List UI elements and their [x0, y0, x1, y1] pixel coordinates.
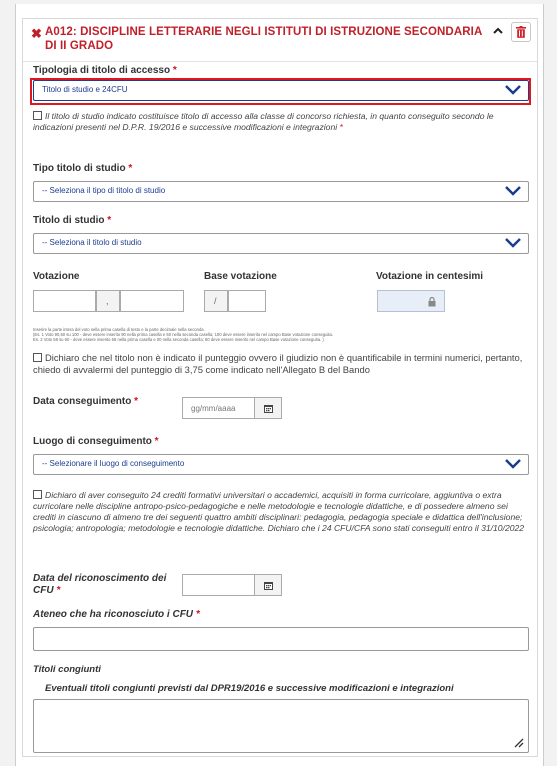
checkbox[interactable] [33, 111, 42, 120]
lock-icon [428, 297, 436, 307]
data-riconoscimento-input[interactable] [182, 574, 255, 596]
base-separator: / [204, 290, 228, 312]
titolo-studio-select[interactable] [33, 233, 529, 254]
form-panel [22, 18, 538, 757]
panel-title: A012: DISCIPLINE LETTERARIE NEGLI ISTITUTI DI ISTRUZIONE SECONDARIA DI II GRADO [45, 26, 482, 52]
titolo-studio-label: Titolo di studio * [33, 215, 112, 226]
titolo-studio-value: -- Seleziona il titolo di studio [42, 238, 142, 247]
cfu-checkbox-row[interactable] [33, 490, 529, 534]
votazione-label: Votazione [33, 271, 80, 282]
tipo-titolo-label: Tipo titolo di studio * [33, 163, 133, 174]
data-conseguimento-input[interactable] [182, 397, 255, 419]
luogo-label: Luogo di conseguimento * [33, 436, 159, 447]
data-riconoscimento-label: Data del riconoscimento dei CFU * [33, 573, 167, 596]
checkbox[interactable] [33, 353, 42, 362]
trash-icon [516, 26, 526, 38]
panel-header [23, 19, 537, 62]
base-votazione-label: Base votazione [204, 271, 277, 282]
calendar-icon [264, 581, 273, 590]
calendar-button[interactable] [254, 397, 282, 419]
titolo-checkbox-text: Il titolo di studio indicato costituisce titolo di accesso alla classe di concorso richiesta, in quanto conseguito secondo le indicazioni presenti nel D.P.R. 19/2016 e successive modificazioni e integrazioni [33, 111, 494, 132]
titoli-congiunti-sublabel: Eventuali titoli congiunti previsti dal DPR19/2016 e successive modificazioni e integrazioni [45, 683, 454, 694]
titoli-congiunti-textarea[interactable] [33, 699, 529, 753]
chevron-down-icon [505, 238, 521, 248]
voto-intero-input[interactable] [33, 290, 96, 312]
votazione-help-1: Inserire la parte intera del voto nella prima casella di testo e la parte decimale nella seconda. [33, 327, 205, 332]
centesimi-label: Votazione in centesimi [376, 271, 484, 282]
voto-decimale-input[interactable] [120, 290, 184, 312]
tipo-titolo-value: -- Seleziona il tipo di titolo di studio [42, 186, 166, 195]
calendar-button[interactable] [254, 574, 282, 596]
titoli-congiunti-label: Titoli congiunti [33, 664, 101, 675]
cfu-checkbox-text: Dichiaro di aver conseguito 24 crediti formativi universitari o accademici, acquisiti in forma curricolare, aggiuntiva o extra curricolare nelle discipline antropo-psico-pedagogiche e nelle metodologie e tecnologie didattiche, e di possedere almeno sei crediti in ciascuno di almeno tre dei seguenti quattro ambiti disciplinari: pedagogia, pedagogia speciale e didattica dell'inclusione; psicologia; antropologia; metodologie e tecnologie didattiche. Dichiaro che i 24 CFU/CFA sono stati conseguiti entro il 31/10/2022 [33, 490, 525, 533]
base-votazione-input[interactable] [228, 290, 266, 312]
tipologia-value: Titolo di studio e 24CFU [42, 85, 128, 94]
page-container [15, 4, 544, 766]
checkbox[interactable] [33, 490, 42, 499]
luogo-select[interactable] [33, 454, 529, 475]
tipo-titolo-select[interactable] [33, 181, 529, 202]
ateneo-label: Ateneo che ha riconosciuto i CFU * [33, 609, 200, 620]
date-placeholder: gg/mm/aaaa [191, 404, 236, 413]
decimal-separator: , [96, 290, 120, 312]
calendar-icon [264, 404, 273, 413]
votazione-help-3: Es. 2 Voto 58 su 60 - deve essere inserito 58 nella prima casella e 00 nella seconda casella; 60 deve essere inserito nel campo Base votazione conseguita. ) [33, 337, 324, 342]
tipologia-label: Tipologia di titolo di accesso * [33, 65, 177, 76]
centesimi-input [377, 290, 445, 312]
punteggio-checkbox-text: Dichiaro che nel titolo non è indicato il punteggio ovvero il giudizio non è quantificabile in termini numerici, pertanto, chiedo di avvalermi del punteggio di 3,75 come indicato nell'Allegato B del Bando [33, 352, 523, 375]
luogo-value: -- Selezionare il luogo di conseguimento [42, 459, 185, 468]
punteggio-checkbox-row[interactable] [33, 352, 529, 376]
resize-handle-icon[interactable] [512, 736, 524, 748]
chevron-up-icon[interactable] [492, 25, 504, 37]
chevron-down-icon [505, 459, 521, 469]
chevron-down-icon [505, 85, 521, 95]
titolo-checkbox-row[interactable]: Il titolo di studio indicato costituisce titolo di accesso alla classe di concorso richiesta, in quanto conseguito secondo le indicazioni presenti nel D.P.R. 19/2016 e successive modificazioni e integrazioni * [33, 111, 494, 132]
delete-button[interactable] [511, 22, 531, 42]
close-x-icon[interactable]: ✖ [31, 26, 42, 41]
chevron-down-icon [505, 186, 521, 196]
data-conseguimento-label: Data conseguimento * [33, 396, 139, 407]
ateneo-input[interactable] [33, 627, 529, 651]
votazione-help-2: (Es. 1 Voto 90,50 su 100 - deve essere inserito 90 nella prima casella e 50 nella seconda casella; 100 deve essere inserito nel campo Base votazione conseguita. [33, 332, 334, 337]
tipologia-select[interactable] [33, 80, 529, 101]
